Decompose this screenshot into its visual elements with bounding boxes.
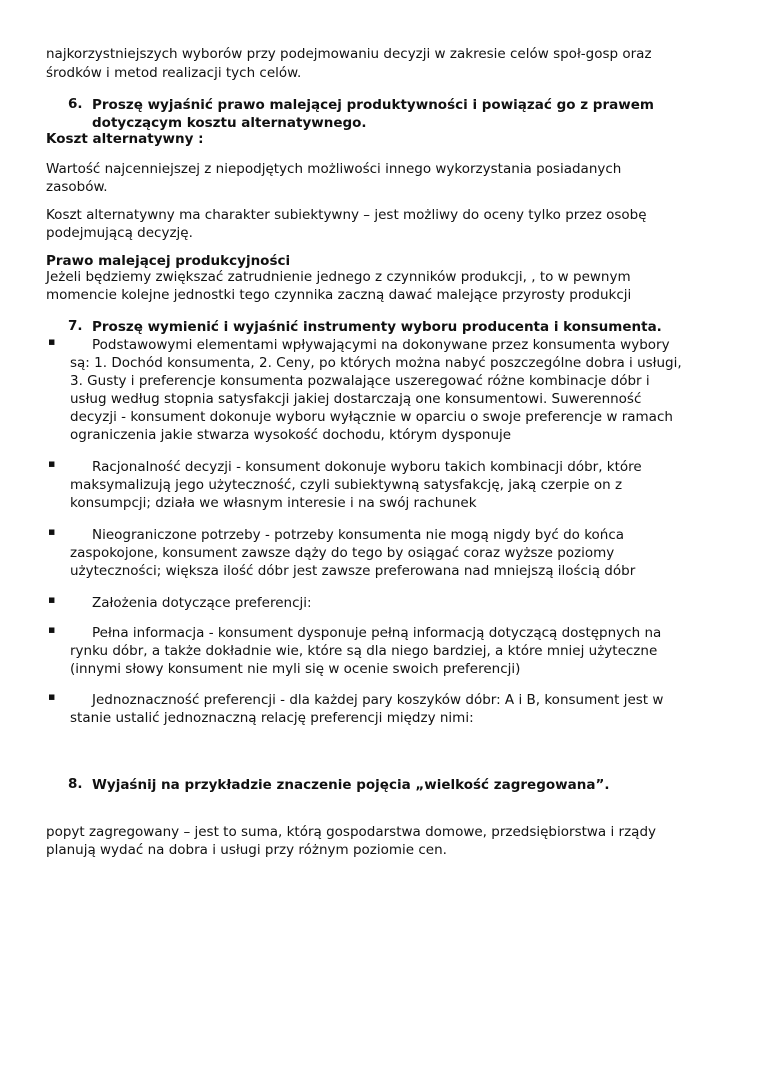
- bullet-line: rynku dóbr, a także dokładnie wie, które są dla niego bardziej, a które mniej użyteczne: [70, 643, 658, 659]
- bullet-mark: ▪: [48, 335, 56, 348]
- bullet-line: są: 1. Dochód konsumenta, 2. Ceny, po których można nabyć poszczególne dobra i usługi,: [70, 355, 682, 371]
- bullet-line: konsumpcji; działa we własnym interesie i na swój rachunek: [70, 495, 477, 511]
- paragraph-line: zasobów.: [46, 179, 108, 195]
- intro-line: środków i metod realizacji tych celów.: [46, 65, 302, 81]
- bullet-line: decyzji - konsument dokonuje wyboru wyłącznie w oparciu o swoje preferencje w ramach: [70, 409, 673, 425]
- paragraph-line: momencie kolejne jednostki tego czynnika zaczną dawać malejące przyrosty produkcji: [46, 287, 632, 303]
- question-title-line: Proszę wyjaśnić prawo malejącej produktywności i powiązać go z prawem: [92, 97, 654, 113]
- bullet-line: Podstawowymi elementami wpływającymi na dokonywane przez konsumenta wybory: [92, 337, 670, 353]
- bullet-mark: ▪: [48, 623, 56, 636]
- bullet-line: stanie ustalić jednoznaczną relację preferencji między nimi:: [70, 710, 474, 726]
- bullet-line: ograniczenia jakie stwarza wysokość dochodu, którym dysponuje: [70, 427, 512, 443]
- question-title-line: dotyczącym kosztu alternatywnego.: [92, 115, 367, 131]
- question-title: Proszę wymienić i wyjaśnić instrumenty wyboru producenta i konsumenta.: [92, 319, 662, 335]
- intro-line: najkorzystniejszych wyborów przy podejmowaniu decyzji w zakresie celów społ-gosp oraz: [46, 46, 652, 62]
- bullet-line: (innymi słowy konsument nie myli się w ocenie swoich preferencji): [70, 661, 521, 677]
- question-6-heading: [46, 96, 716, 132]
- bullet-line: Racjonalność decyzji - konsument dokonuje wyboru takich kombinacji dóbr, które: [92, 459, 642, 475]
- paragraph-line: podejmującą decyzję.: [46, 225, 193, 241]
- question-7-heading: [46, 318, 716, 336]
- koszt-heading: Koszt alternatywny :: [46, 131, 204, 147]
- bullet-line: Jednoznaczność preferencji - dla każdej pary koszyków dóbr: A i B, konsument jest w: [92, 692, 664, 708]
- bullet-text: [70, 458, 712, 512]
- koszt-paragraph-1: [46, 160, 716, 196]
- bullet-text: [70, 624, 712, 678]
- paragraph-line: Wartość najcenniejszej z niepodjętych możliwości innego wykorzystania posiadanych: [46, 161, 622, 177]
- prawo-heading: Prawo malejącej produkcyjności: [46, 253, 291, 269]
- paragraph-line: planują wydać na dobra i usługi przy różnym poziomie cen.: [46, 842, 447, 858]
- question-number: 6.: [68, 96, 83, 112]
- bullet-mark: ▪: [48, 525, 56, 538]
- bullet-line: 3. Gusty i preferencje konsumenta pozwalające uszeregować różne kombinacje dóbr i: [70, 373, 650, 389]
- koszt-paragraph-2: [46, 206, 716, 242]
- bullet-line: użyteczności; większa ilość dóbr jest zawsze preferowana nad mniejszą ilością dóbr: [70, 563, 636, 579]
- paragraph-line: Jeżeli będziemy zwiększać zatrudnienie jednego z czynników produkcji, , to w pewnym: [46, 269, 631, 285]
- question-number: 7.: [68, 318, 83, 334]
- bullet-mark: ▪: [48, 593, 56, 606]
- popyt-paragraph: [46, 823, 716, 859]
- paragraph-line: popyt zagregowany – jest to suma, którą gospodarstwa domowe, przedsiębiorstwa i rządy: [46, 824, 657, 840]
- bullet-line: Pełna informacja - konsument dysponuje pełną informacją dotyczącą dostępnych na: [92, 625, 662, 641]
- question-8-heading: [46, 776, 716, 794]
- bullet-text: [70, 526, 712, 580]
- bullet-line: Założenia dotyczące preferencji:: [92, 595, 312, 611]
- intro-paragraph: [46, 45, 716, 82]
- bullet-mark: ▪: [48, 457, 56, 470]
- bullet-text: [70, 594, 712, 612]
- bullet-line: zaspokojone, konsument zawsze dąży do tego by osiągać coraz wyższe poziomy: [70, 545, 615, 561]
- bullet-line: maksymalizują jego użyteczność, czyli subiektywną satysfakcję, jaką czerpie on z: [70, 477, 623, 493]
- question-title: Wyjaśnij na przykładzie znaczenie pojęcia „wielkość zagregowana”.: [92, 777, 610, 793]
- bullet-line: Nieograniczone potrzeby - potrzeby konsumenta nie mogą nigdy być do końca: [92, 527, 625, 543]
- bullet-text: [70, 336, 712, 444]
- question-title: [92, 96, 712, 132]
- bullet-text: [70, 691, 712, 727]
- bullet-mark: ▪: [48, 690, 56, 703]
- question-number: 8.: [68, 776, 83, 792]
- bullet-line: usług według stopnia satysfakcji jakiej dostarczają one konsumentowi. Suwerenność: [70, 391, 642, 407]
- paragraph-line: Koszt alternatywny ma charakter subiektywny – jest możliwy do oceny tylko przez osobę: [46, 207, 647, 223]
- prawo-paragraph: [46, 268, 716, 304]
